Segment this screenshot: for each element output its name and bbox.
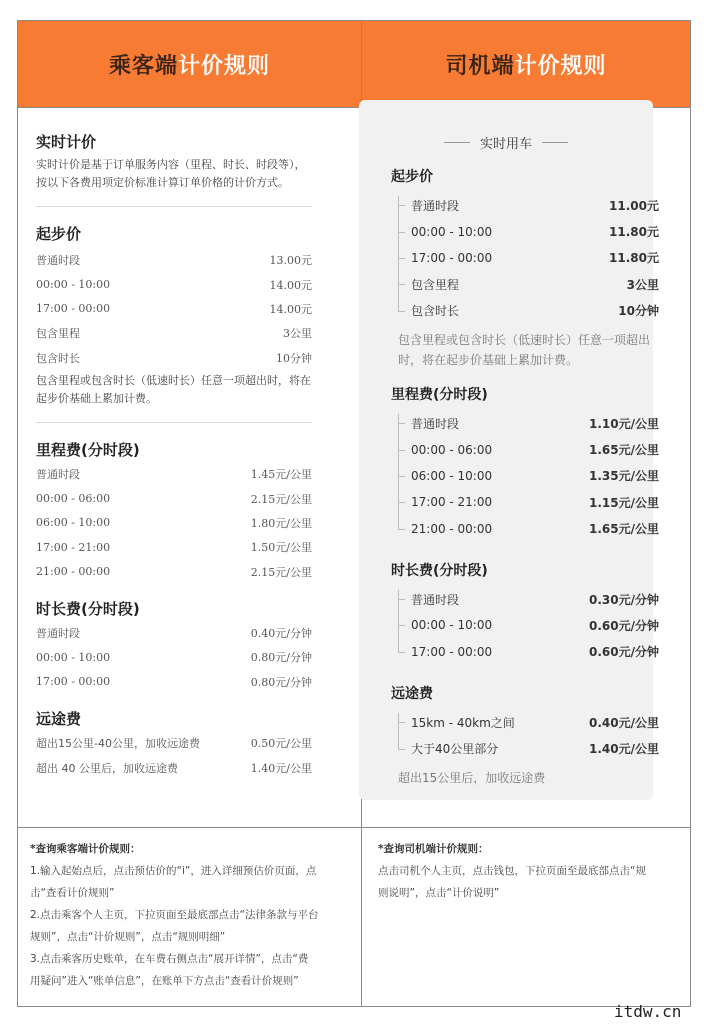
row-label: 超出15公里-40公里，加收远途费 xyxy=(36,737,200,751)
row-value: 0.80元/分钟 xyxy=(250,675,312,689)
table-row xyxy=(398,586,659,612)
table-row xyxy=(36,560,312,584)
table-row xyxy=(398,436,659,462)
row-label: 17:00 - 00:00 xyxy=(411,250,493,265)
separator xyxy=(36,422,312,423)
driver-long-distance-title: 远途费 xyxy=(391,686,433,703)
row-label: 大于40公里部分 xyxy=(411,742,499,757)
table-row xyxy=(398,298,659,324)
row-value: 0.50元/公里 xyxy=(250,737,312,751)
driver-column xyxy=(391,166,659,788)
row-label: 00:00 - 06:00 xyxy=(411,442,493,457)
driver-header-suffix: 计价规则 xyxy=(514,53,607,79)
table-row xyxy=(398,516,659,542)
long-distance-list xyxy=(36,731,312,780)
divider-dash xyxy=(542,142,568,143)
driver-duration-list xyxy=(398,586,659,665)
row-label: 17:00 - 00:00 xyxy=(36,302,111,316)
driver-base-fare-list xyxy=(398,192,659,324)
table-row xyxy=(398,489,659,515)
passenger-footer xyxy=(30,838,348,992)
row-value: 11.00元 xyxy=(609,198,659,213)
row-label: 普通时段 xyxy=(36,468,80,482)
long-distance-title: 远途费 xyxy=(36,710,82,729)
row-label: 00:00 - 06:00 xyxy=(36,492,111,506)
passenger-footer-title: *查询乘客端计价规则： xyxy=(30,843,141,855)
row-value: 14.00元 xyxy=(269,278,312,292)
row-value: 1.10元/公里 xyxy=(589,416,659,431)
row-value: 1.65元/公里 xyxy=(589,522,659,537)
row-value: 1.35元/公里 xyxy=(589,469,659,484)
table-row xyxy=(398,735,659,761)
table-row xyxy=(36,645,312,669)
table-row xyxy=(398,612,659,638)
footer-line: 点击司机个人主页，点击钱包，下拉页面至最底部点击“规 xyxy=(378,865,646,877)
table-row xyxy=(36,297,312,321)
footer-line: 规则”，点击“计价规则”，点击“规则明细” xyxy=(30,931,226,943)
base-fare-list xyxy=(36,248,312,370)
table-row xyxy=(36,248,312,272)
driver-footer-title: *查询司机端计价规则： xyxy=(378,843,489,855)
passenger-header-prefix: 乘客端 xyxy=(108,53,178,79)
base-fare-note: 包含里程或包含时长（低速时长）任意一项超出时，将在起步价基础上累加计费。 xyxy=(36,373,311,405)
table-row xyxy=(398,245,659,271)
mileage-list xyxy=(36,462,312,584)
footer-line: 击“查看计价规则” xyxy=(30,887,115,899)
row-value: 1.65元/公里 xyxy=(589,443,659,458)
passenger-column xyxy=(36,110,312,780)
driver-base-fare-note: 包含里程或包含时长（低速时长）任意一项超出时，将在起步价基础上累加计费。 xyxy=(398,332,651,367)
row-value: 0.30元/分钟 xyxy=(589,592,659,607)
table-row xyxy=(36,731,312,755)
table-row xyxy=(36,621,312,645)
realtime-desc: 实时计价是基于订单服务内容（里程、时长、时段等），按以下各费用项定价标准计算订单价格的计价方式。 xyxy=(36,158,306,189)
row-value: 11.80元 xyxy=(609,225,659,240)
driver-header xyxy=(362,21,690,107)
table-row xyxy=(398,192,659,218)
row-value: 1.15元/公里 xyxy=(589,495,659,510)
row-label: 超出 40 公里后，加收远途费 xyxy=(36,761,178,775)
row-label: 17:00 - 00:00 xyxy=(36,675,111,689)
row-value: 0.60元/分钟 xyxy=(589,645,659,660)
row-label: 15km - 40km之间 xyxy=(411,715,515,730)
table-row xyxy=(398,463,659,489)
row-value: 0.40元/公里 xyxy=(589,715,659,730)
driver-footer xyxy=(378,838,684,904)
table-row xyxy=(36,670,312,694)
row-value: 1.50元/公里 xyxy=(250,541,312,555)
row-label: 00:00 - 10:00 xyxy=(411,618,493,633)
footer-line: 则说明”，点击“计价说明” xyxy=(378,887,500,899)
table-row xyxy=(36,486,312,510)
watermark: itdw.cn xyxy=(614,1002,682,1021)
row-value: 1.80元/公里 xyxy=(250,516,312,530)
row-value: 1.45元/公里 xyxy=(250,468,312,482)
row-label: 17:00 - 21:00 xyxy=(36,540,111,554)
driver-long-distance-note: 超出15公里后，加收远途费 xyxy=(398,770,546,785)
duration-title: 时长费(分时段) xyxy=(36,599,140,618)
divider-dash xyxy=(444,142,470,143)
realtime-title: 实时计价 xyxy=(36,133,97,151)
driver-base-fare-title: 起步价 xyxy=(391,169,433,185)
footer-line: 3.点击乘客历史账单，在车费右侧点击“展开详情”，点击“费 xyxy=(30,953,309,965)
footer-divider xyxy=(18,827,690,828)
base-fare-title: 起步价 xyxy=(36,225,82,243)
row-value: 2.15元/公里 xyxy=(250,565,312,579)
row-label: 21:00 - 00:00 xyxy=(36,565,111,579)
row-label: 06:00 - 10:00 xyxy=(36,516,111,530)
separator xyxy=(36,206,312,207)
row-label: 普通时段 xyxy=(36,627,80,641)
row-value: 10分钟 xyxy=(276,351,312,365)
table-row xyxy=(36,346,312,370)
row-label: 21:00 - 00:00 xyxy=(411,521,493,536)
row-value: 14.00元 xyxy=(269,302,312,316)
row-label: 包含时长 xyxy=(36,351,80,365)
table-row xyxy=(398,410,659,436)
table-row xyxy=(398,271,659,297)
table-row xyxy=(36,272,312,296)
row-value: 3公里 xyxy=(626,277,659,292)
row-label: 00:00 - 10:00 xyxy=(36,650,111,664)
table-row xyxy=(36,321,312,345)
row-label: 00:00 - 10:00 xyxy=(411,224,493,239)
table-row xyxy=(36,535,312,559)
row-value: 0.80元/分钟 xyxy=(250,651,312,665)
footer-line: 1.输入起始点后，点击预估价的“i”，进入详细预估价页面，点 xyxy=(30,865,317,877)
row-label: 17:00 - 00:00 xyxy=(411,644,493,659)
row-label: 17:00 - 21:00 xyxy=(411,495,493,510)
table-row xyxy=(36,462,312,486)
row-label: 普通时段 xyxy=(411,592,460,607)
row-label: 普通时段 xyxy=(411,416,460,431)
row-label: 包含里程 xyxy=(36,327,80,341)
table-row xyxy=(36,511,312,535)
table-row xyxy=(398,709,659,735)
passenger-header xyxy=(18,21,361,107)
row-label: 06:00 - 10:00 xyxy=(411,468,493,483)
row-label: 普通时段 xyxy=(36,254,80,268)
row-value: 2.15元/公里 xyxy=(250,492,312,506)
driver-mileage-title: 里程费(分时段) xyxy=(391,386,488,403)
driver-realtime-header xyxy=(359,133,653,152)
row-label: 包含时长 xyxy=(411,304,460,319)
row-value: 10分钟 xyxy=(618,304,659,319)
footer-line: 2.点击乘客个人主页，下拉页面至最底部点击“法律条款与平台 xyxy=(30,909,319,921)
driver-duration-title: 时长费(分时段) xyxy=(391,562,488,579)
driver-mileage-list xyxy=(398,410,659,542)
row-label: 包含里程 xyxy=(411,277,460,292)
passenger-header-suffix: 计价规则 xyxy=(178,53,271,79)
footer-line: 用疑问”进入“账单信息”，在账单下方点击“查看计价规则” xyxy=(30,975,299,987)
table-row xyxy=(398,639,659,665)
row-value: 13.00元 xyxy=(269,254,312,268)
row-value: 0.60元/分钟 xyxy=(589,618,659,633)
duration-list xyxy=(36,621,312,694)
mileage-title: 里程费(分时段) xyxy=(36,440,140,459)
table-row xyxy=(36,755,312,779)
driver-header-prefix: 司机端 xyxy=(445,53,515,79)
table-row xyxy=(398,218,659,244)
driver-realtime-title: 实时用车 xyxy=(479,137,532,152)
driver-long-distance-list xyxy=(398,709,659,762)
row-value: 1.40元/公里 xyxy=(250,761,312,775)
row-label: 普通时段 xyxy=(411,198,460,213)
row-value: 11.80元 xyxy=(609,251,659,266)
row-value: 0.40元/分钟 xyxy=(250,627,312,641)
row-label: 00:00 - 10:00 xyxy=(36,278,111,292)
row-value: 3公里 xyxy=(283,327,312,341)
row-value: 1.40元/公里 xyxy=(589,742,659,757)
